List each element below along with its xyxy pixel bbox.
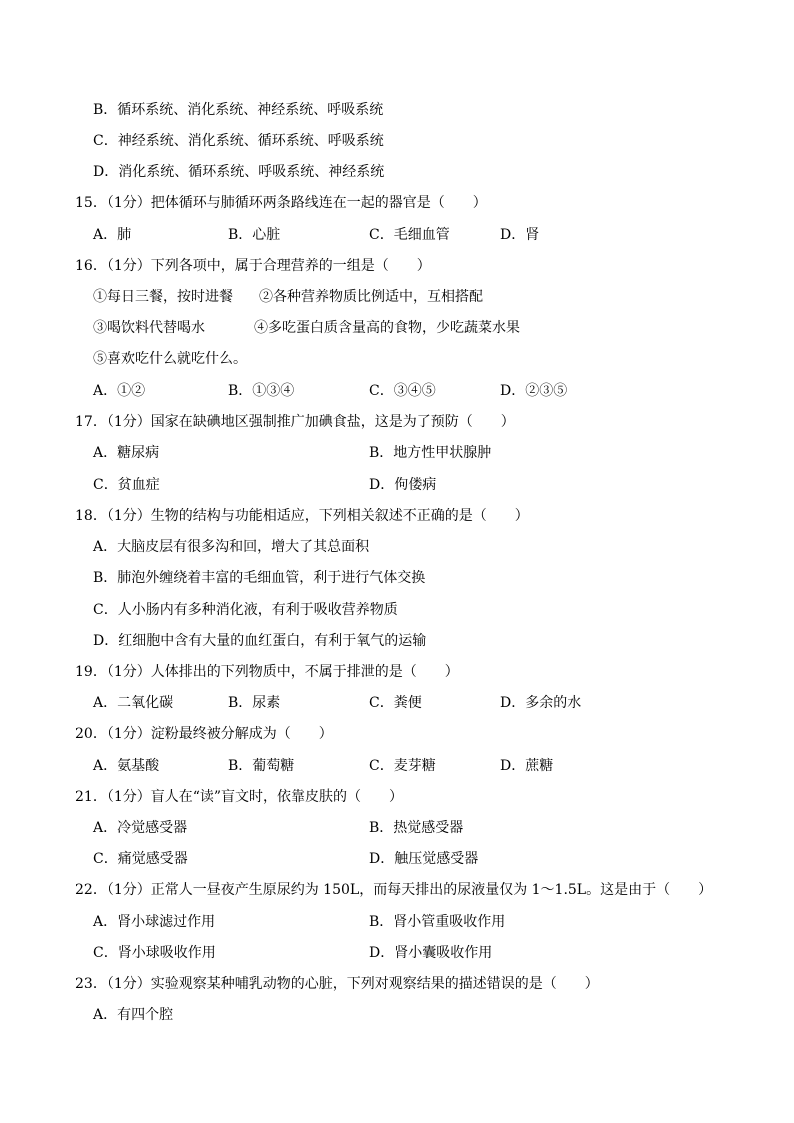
q19-option-a: A．二氧化碳 [93, 695, 174, 711]
q22-option-b: B．肾小管重吸收作用 [369, 914, 506, 930]
q23-option-a: A．有四个腔 [93, 1007, 174, 1023]
q15-option-c: C．毛细血管 [369, 227, 450, 243]
q17-option-b: B．地方性甲状腺肿 [369, 445, 492, 461]
q19-stem: 19．（1分）人体排出的下列物质中，不属于排泄的是（ ） [75, 664, 459, 680]
q15-options [0, 226, 794, 244]
q15-stem: 15．（1分）把体循环与肺循环两条路线连在一起的器官是（ ） [75, 195, 487, 211]
q22-option-a: A．肾小球滤过作用 [93, 914, 216, 930]
q16-statement-4: ④多吃蛋白质含量高的食物，少吃蔬菜水果 [254, 320, 520, 336]
q18-option-b: B．肺泡外缠绕着丰富的毛细血管，利于进行气体交换 [93, 570, 426, 586]
q17-option-d: D．佝偻病 [369, 477, 437, 493]
q23-stem: 23．（1分）实验观察某种哺乳动物的心脏，下列对观察结果的描述错误的是（ ） [75, 976, 599, 992]
q19-option-b: B．尿素 [228, 695, 281, 711]
q21-option-a: A．冷觉感受器 [93, 820, 188, 836]
q14-option-c: C．神经系统、消化系统、循环系统、呼吸系统 [93, 133, 384, 149]
q21-option-b: B．热觉感受器 [369, 820, 464, 836]
q19-option-c: C．粪便 [369, 695, 422, 711]
q21-option-c: C．痛觉感受器 [93, 851, 188, 867]
q14-option-b: B．循环系统、消化系统、神经系统、呼吸系统 [93, 102, 384, 118]
q21-option-d: D．触压觉感受器 [369, 851, 479, 867]
q18-option-c: C．人小肠内有多种消化液，有利于吸收营养物质 [93, 602, 398, 618]
q18-option-a: A．大脑皮层有很多沟和回，增大了其总面积 [93, 539, 370, 555]
q16-statement-3: ③喝饮料代替喝水 [93, 320, 205, 336]
q22-option-c: C．肾小球吸收作用 [93, 945, 216, 961]
q21-options-row2 [0, 850, 794, 868]
q16-statement-2: ②各种营养物质比例适中，互相搭配 [259, 289, 483, 305]
q21-options-row1 [0, 819, 794, 837]
q19-option-d: D．多余的水 [500, 695, 582, 711]
q15-option-b: B．心脏 [228, 227, 281, 243]
q16-option-d: D．②③⑤ [500, 383, 568, 399]
q16-option-a: A．①② [93, 383, 146, 399]
q20-options [0, 757, 794, 775]
q20-option-d: D．蔗糖 [500, 758, 554, 774]
q17-option-a: A．糖尿病 [93, 445, 160, 461]
q19-options [0, 694, 794, 712]
q14-option-d: D．消化系统、循环系统、呼吸系统、神经系统 [93, 164, 385, 180]
q15-option-a: A．肺 [93, 227, 132, 243]
q16-stem: 16．（1分）下列各项中，属于合理营养的一组是（ ） [75, 258, 431, 274]
q18-stem: 18．（1分）生物的结构与功能相适应，下列相关叙述不正确的是（ ） [75, 508, 529, 524]
q22-options-row2 [0, 944, 794, 962]
q21-stem: 21．（1分）盲人在“读”盲文时，依靠皮肤的（ ） [75, 789, 404, 805]
q16-options [0, 382, 794, 400]
q17-options-row1 [0, 444, 794, 462]
q22-option-d: D．肾小囊吸收作用 [369, 945, 493, 961]
q16-statement-1: ①每日三餐，按时进餐 [93, 289, 233, 305]
q16-option-c: C．③④⑤ [369, 383, 436, 399]
q16-option-b: B．①③④ [228, 383, 295, 399]
q17-options-row2 [0, 476, 794, 494]
q20-stem: 20．（1分）淀粉最终被分解成为（ ） [75, 726, 333, 742]
q16-statement-5: ⑤喜欢吃什么就吃什么。 [93, 351, 247, 367]
q20-option-a: A．氨基酸 [93, 758, 160, 774]
q16-statements-row1 [0, 288, 794, 306]
q22-options-row1 [0, 913, 794, 931]
q16-statements-row2 [0, 319, 794, 337]
q20-option-b: B．葡萄糖 [228, 758, 295, 774]
q15-option-d: D．肾 [500, 227, 540, 243]
q17-option-c: C．贫血症 [93, 477, 160, 493]
q18-option-d: D．红细胞中含有大量的血红蛋白，有利于氧气的运输 [93, 633, 427, 649]
q20-option-c: C．麦芽糖 [369, 758, 436, 774]
q22-stem: 22．（1分）正常人一昼夜产生原尿约为 150L，而每天排出的尿液量仅为 1～1.5L。这是由于（ ） [75, 882, 713, 898]
q17-stem: 17．（1分）国家在缺碘地区强制推广加碘食盐，这是为了预防（ ） [75, 414, 515, 430]
